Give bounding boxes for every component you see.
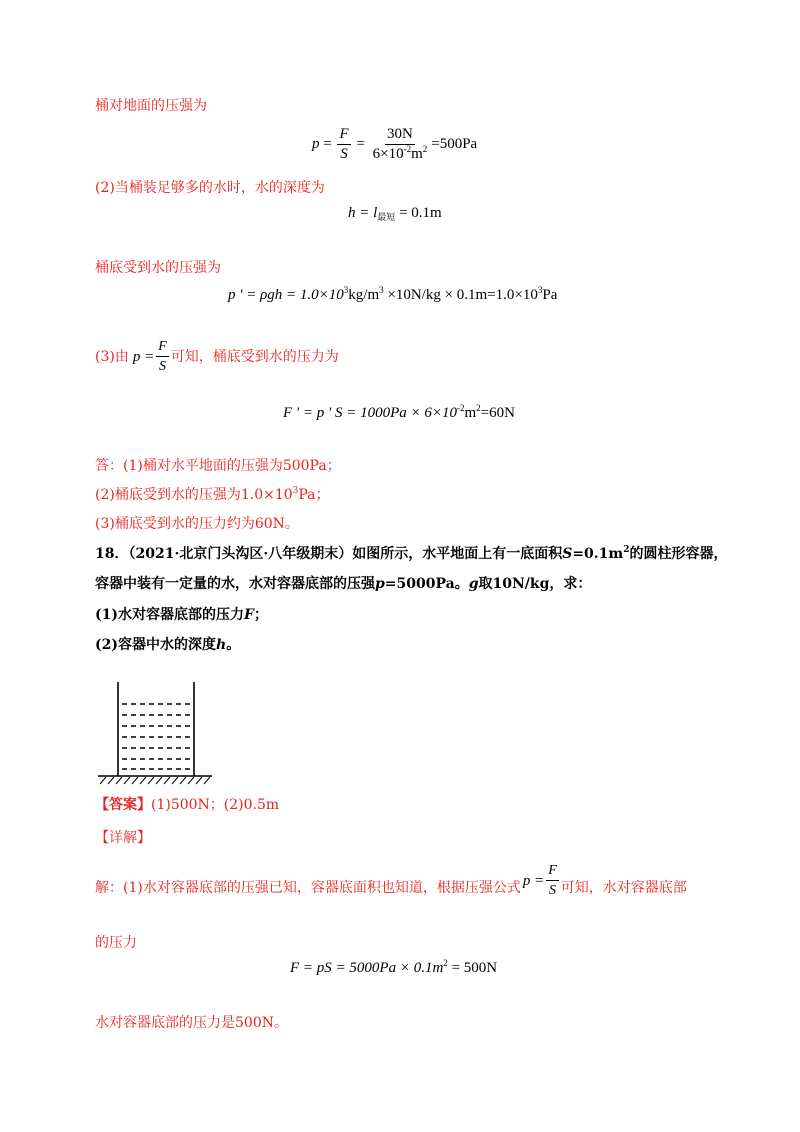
fraction xyxy=(371,126,430,163)
solution-line: 解：(1)水对容器底部的压强已知，容器底面积也知道，根据压强公式 p = $\frac{F}{S}$ 可知，水对容器底部 xyxy=(95,863,687,898)
solution-line: 的压力 xyxy=(95,935,137,951)
answer-text: (1)500N；(2)0.5m xyxy=(151,797,280,813)
equation-pressure-ground: p = $\frac{F}{S}$ = $\frac{30N}{6\times 10^{-2}m^2}$ =500Pa xyxy=(312,126,478,162)
equation-water-pressure: p ' = $\rho gh = 1.0\times 10^3kg/m^3 \times 10N/kg \times 0.1m=1.0\times 10^3Pa$ xyxy=(228,285,558,303)
answer-line: (2)桶底受到水的压强为$1.0\times 10^3Pa$； xyxy=(95,486,330,503)
fraction: $\frac{F}{S}$ xyxy=(548,863,557,898)
answer-line: 答：(1)桶对水平地面的压强为500Pa； xyxy=(95,458,341,474)
answer-line: (3)桶底受到水的压力约为60N。 xyxy=(95,516,299,532)
question-18-line1: 18．（2021·北京门头沟区·八年级期末）如图所示，水平地面上有一底面积$S=0.1m^2$的圆柱形容器， xyxy=(95,545,728,562)
cylinder-container-figure xyxy=(96,680,216,788)
denominator: $6\times 10^{-2}m^2$ xyxy=(372,144,428,162)
fraction: $\frac{F}{S}$ xyxy=(158,339,167,374)
fraction xyxy=(337,126,350,163)
text-line: (3)由 p = $\frac{F}{S}$ 可知，桶底受到水的压力为 xyxy=(95,339,339,374)
text-line: 桶对地面的压强为 xyxy=(95,98,207,114)
solution-line: 水对容器底部的压力是500N。 xyxy=(95,1015,288,1031)
ground-hatch xyxy=(100,777,210,784)
question-18-line2: 容器中装有一定量的水，水对容器底部的压强p=5000Pa。g取10N/kg，求： xyxy=(95,576,592,592)
numerator: F xyxy=(337,126,350,145)
question-18-sub2: (2)容器中水的深度h。 xyxy=(95,637,241,653)
equation-force: F ' = p ' $S = 1000Pa \times 6\times 10^{-2}m^2=60N$ xyxy=(283,403,515,421)
question-18-sub1: (1)水对容器底部的压力F； xyxy=(95,607,268,623)
answer-row xyxy=(95,795,279,815)
numerator: 30N xyxy=(385,126,415,145)
eq-result: =500Pa xyxy=(431,136,478,152)
text-line: (2)当桶装足够多的水时，水的深度为 xyxy=(95,180,325,196)
detail-tag: 【详解】 xyxy=(95,830,151,846)
water-dashes xyxy=(122,704,192,769)
answer-tag: 【答案】 xyxy=(95,797,151,813)
equation-depth: $h = l_{最短} = 0.1m$ xyxy=(348,205,442,222)
text-line: 桶底受到水的压强为 xyxy=(95,260,221,276)
eq-symbol: p xyxy=(312,136,320,152)
denominator: S xyxy=(340,146,348,162)
equation-force-result: F = pS = $5000Pa \times 0.1m^2 = 500N$ xyxy=(290,958,498,976)
